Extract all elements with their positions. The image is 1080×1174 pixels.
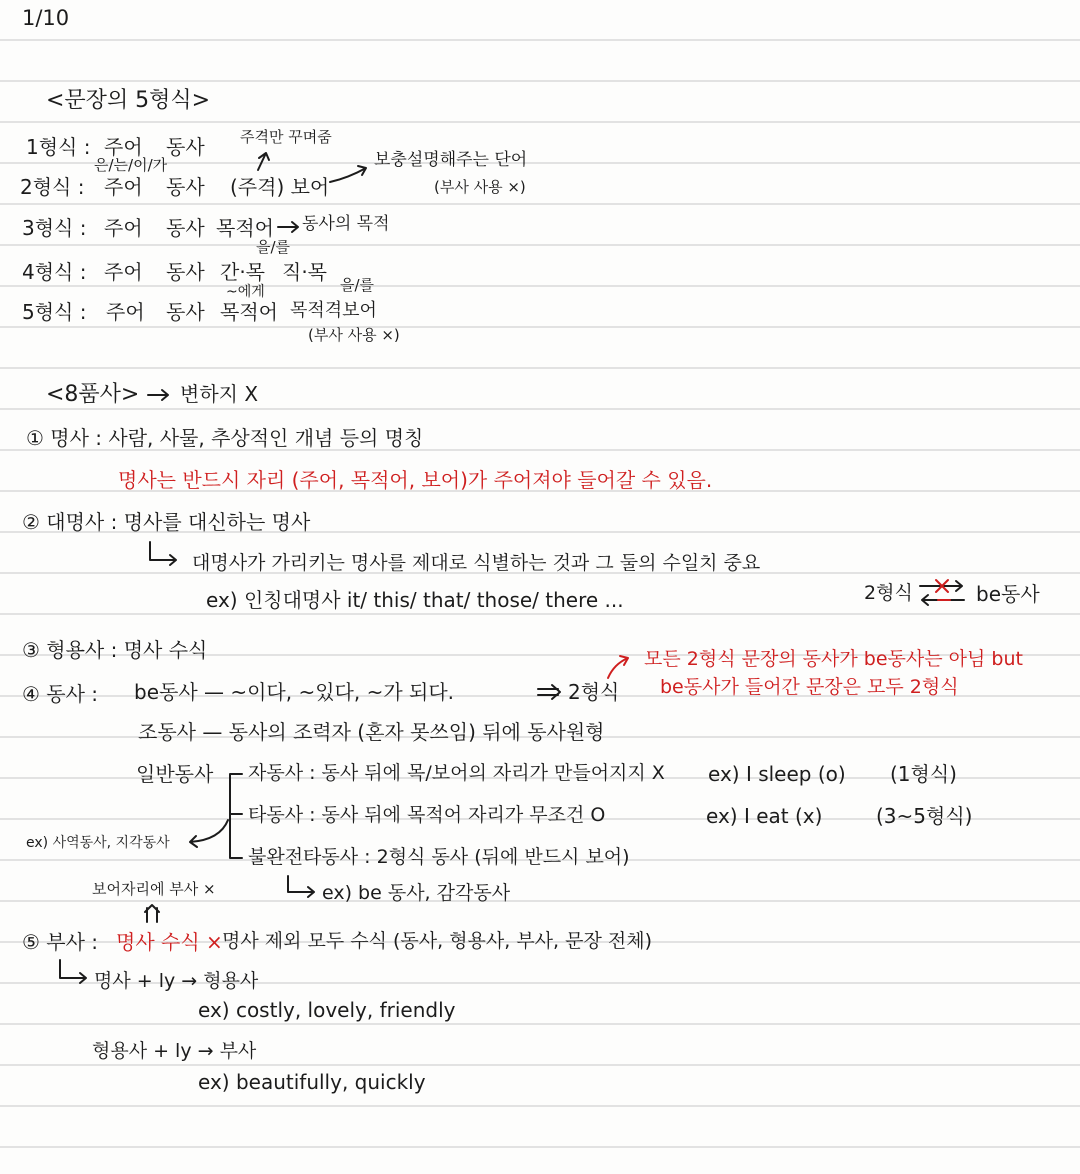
double-arrow-up-icon — [144, 904, 160, 924]
be-verb-line: be동사 — ~이다, ~있다, ~가 되다. — [134, 680, 455, 704]
side-be-verb: be동사 — [976, 582, 1040, 606]
arrow-right-icon — [276, 220, 302, 234]
form5-below-annotation: (부사 사용 ×) — [308, 326, 400, 344]
form2-verb: 동사 — [166, 175, 205, 199]
section-title-note: 변하지 X — [180, 382, 259, 406]
form2-right-annotation: 보충설명해주는 단어 — [374, 150, 528, 170]
red-arrow-icon — [604, 652, 634, 682]
section-title-5-forms: <문장의 5형식> — [46, 88, 211, 113]
form3-verb: 동사 — [166, 216, 205, 240]
be-verb-result: 2형식 — [568, 680, 620, 704]
form3-label: 3형식 : — [22, 216, 87, 240]
form4-verb: 동사 — [166, 260, 205, 284]
form5-verb: 동사 — [166, 300, 205, 324]
adverb-red-note: 명사 수식 × — [116, 930, 223, 954]
noun-red-note: 명사는 반드시 자리 (주어, 목적어, 보어)가 주어져야 들어갈 수 있음. — [118, 468, 713, 492]
form4-indirect-object: 간·목 — [220, 260, 265, 284]
form2-top-annotation: 주격만 꾸며줌 — [240, 128, 332, 146]
incomplete-verb-example: ex) be 동사, 감각동사 — [322, 882, 511, 904]
pronoun-subnote: 대명사가 가리키는 명사를 제대로 식별하는 것과 그 둘의 수일치 중요 — [192, 552, 761, 574]
transitive-example: ex) I eat (x) — [706, 804, 823, 828]
verb-heading: ④ 동사 : — [22, 682, 99, 706]
intransitive-example: ex) I sleep (o) — [708, 762, 846, 786]
form1-label: 1형식 : — [26, 135, 91, 159]
form3-right-annotation: 동사의 목적 — [302, 214, 390, 234]
form4-below-annotation: ~에게 — [226, 284, 265, 300]
aux-verb-line: 조동사 — 동사의 조력자 (혼자 못쓰임) 뒤에 동사원형 — [138, 720, 605, 744]
pronoun-heading: ② 대명사 : 명사를 대신하는 명사 — [22, 510, 311, 534]
transitive-form: (3~5형식) — [876, 804, 973, 828]
arrow-down-right-icon — [146, 540, 182, 566]
form4-direct-object: 직·목 — [282, 260, 327, 284]
form2-complement: (주격) 보어 — [230, 175, 330, 199]
adjective-ly-rule: 형용사 + ly → 부사 — [92, 1040, 257, 1062]
arrow-up-icon — [254, 150, 274, 172]
form5-above-annotation: 을/를 — [340, 276, 375, 294]
form3-subject: 주어 — [104, 216, 143, 240]
causative-perception-example: ex) 사역동사, 지각동사 — [26, 835, 170, 851]
form4-label: 4형식 : — [22, 260, 87, 284]
arrow-right-icon — [328, 164, 372, 184]
double-arrow-right-icon — [536, 684, 564, 700]
noun-ly-example: ex) costly, lovely, friendly — [198, 998, 456, 1022]
form3-object: 목적어 — [216, 216, 274, 240]
form1-verb: 동사 — [166, 135, 205, 159]
verb-red-note-1: 모든 2형식 문장의 동사가 be동사는 아님 but — [644, 648, 1023, 670]
form4-above-annotation: 을/를 — [256, 238, 291, 256]
pronoun-example: ex) 인칭대명사 it/ this/ that/ those/ there ... — [206, 588, 624, 612]
side-form2: 2형식 — [864, 582, 913, 604]
form2-subject-annotation: 은/는/이/가 — [94, 156, 168, 174]
arrow-left-icon — [184, 818, 232, 848]
noun-ly-rule: 명사 + ly → 형용사 — [94, 970, 259, 992]
form5-label: 5형식 : — [22, 300, 87, 324]
verb-red-note-2: be동사가 들어간 문장은 모두 2형식 — [660, 676, 959, 698]
form2-label: 2형식 : — [20, 175, 85, 199]
form1-subject: 주어 — [104, 135, 143, 159]
arrow-right-icon — [146, 388, 172, 402]
arrow-down-right-icon — [284, 874, 320, 900]
double-arrow-icon — [916, 578, 968, 608]
adjective-ly-example: ex) beautifully, quickly — [198, 1070, 426, 1094]
form4-subject: 주어 — [104, 260, 143, 284]
form2-right-annotation-2: (부사 사용 ×) — [434, 178, 526, 196]
adverb-heading: ⑤ 부사 : — [22, 930, 99, 954]
intransitive-verb: 자동사 : 동사 뒤에 목/보어의 자리가 만들어지지 X — [248, 762, 665, 784]
form5-subject: 주어 — [106, 300, 145, 324]
incomplete-verb: 불완전타동사 : 2형식 동사 (뒤에 반드시 보어) — [248, 846, 630, 868]
adjective-heading: ③ 형용사 : 명사 수식 — [22, 638, 208, 662]
form5-object-complement: 목적격보어 — [290, 300, 377, 321]
page-date: 1/10 — [22, 6, 70, 30]
transitive-verb: 타동사 : 동사 뒤에 목적어 자리가 무조건 O — [248, 804, 606, 826]
adverb-rest: 명사 제외 모두 수식 (동사, 형용사, 부사, 문장 전체) — [222, 930, 652, 952]
general-verb-label: 일반동사 — [136, 762, 214, 786]
section-title-8-parts: <8품사> — [46, 382, 140, 407]
intransitive-form: (1형식) — [890, 762, 957, 786]
complement-adverb-note: 보어자리에 부사 × — [92, 880, 216, 898]
noun-heading: ① 명사 : 사람, 사물, 추상적인 개념 등의 명칭 — [26, 426, 424, 450]
arrow-down-right-icon — [56, 958, 92, 986]
form2-subject: 주어 — [104, 175, 143, 199]
form5-object: 목적어 — [220, 300, 278, 324]
